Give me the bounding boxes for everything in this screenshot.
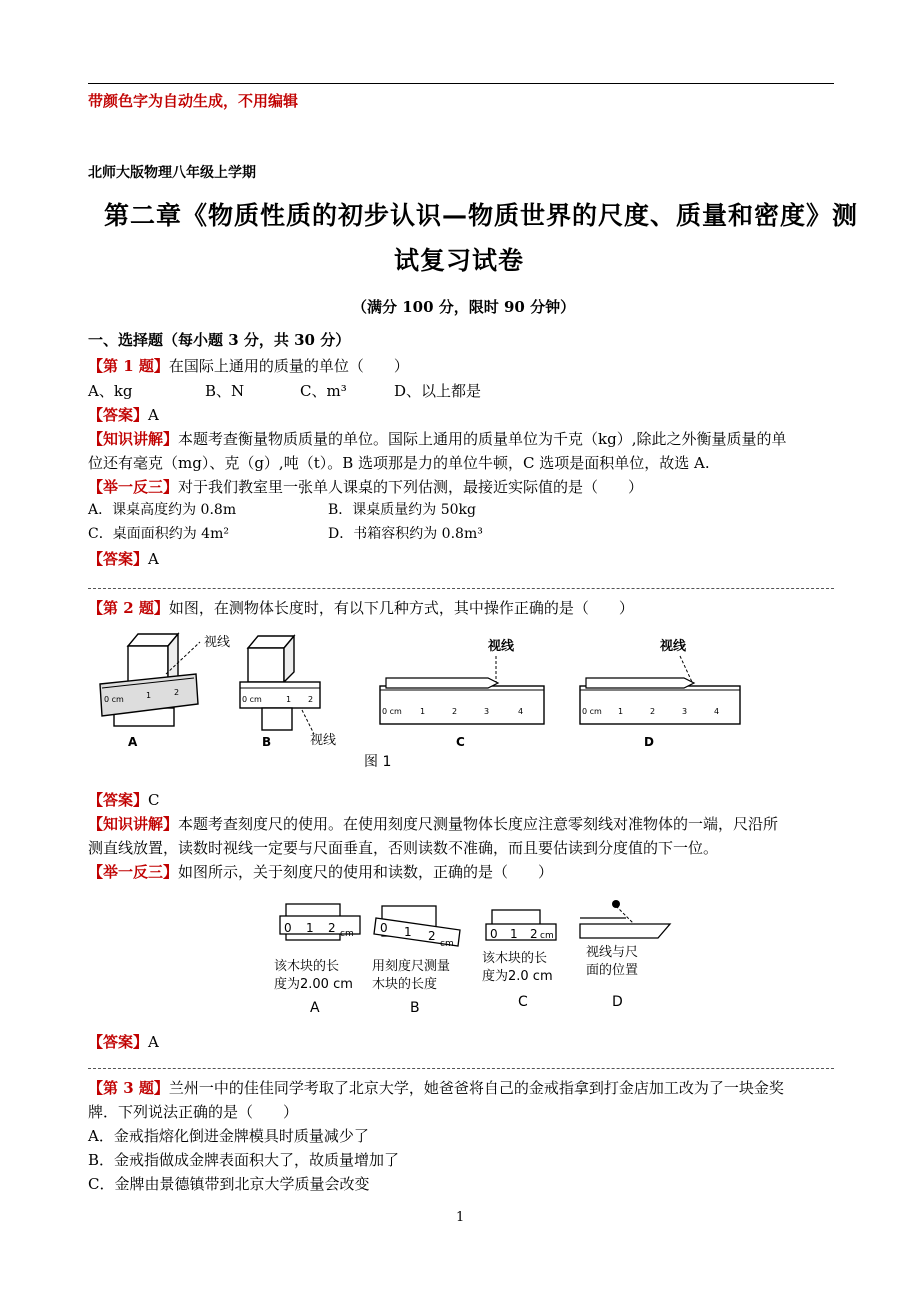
ruler-tick-1: 1	[286, 695, 292, 704]
option-label-d: D	[644, 735, 654, 749]
answer-value: C	[148, 791, 160, 809]
answer-label: 【答案】	[88, 406, 149, 424]
q1-extend-answer	[88, 547, 159, 571]
q1-extend-option-c: C．桌面面积约为 4m²	[88, 526, 229, 542]
extend-label: 【举一反三】	[88, 863, 179, 881]
scale-2: 2	[428, 929, 436, 943]
ruler-zero-label: 0 cm	[582, 707, 602, 716]
q1-extend-option-b: B．课桌质量约为 50kg	[328, 502, 476, 518]
scale-1: 1	[510, 927, 518, 941]
q1-option-c: C、m³	[300, 382, 347, 400]
figure-option-b	[240, 636, 336, 749]
sight-label: 视线	[488, 639, 515, 654]
knowledge-label: 【知识讲解】	[88, 430, 179, 448]
caption-b-line2: 木块的长度	[372, 977, 438, 992]
ruler-tick-3: 3	[682, 707, 688, 716]
scale-2: 2	[328, 921, 336, 935]
q2-extend	[88, 860, 553, 884]
q1-option-d: D、以上都是	[394, 382, 482, 400]
q3-option-b: B．金戒指做成金牌表面积大了，故质量增加了	[88, 1151, 400, 1169]
ruler-zero-label: 0 cm	[104, 695, 124, 704]
q1-knowledge-line2: 位还有毫克（mg）、克（g）,吨（t）。B 选项那是力的单位牛顿，C 选项是面积单位，故选 A.	[88, 454, 710, 472]
answer-value: A	[148, 550, 159, 568]
scale-cm: cm	[540, 931, 554, 941]
question-3-line2: 牌．下列说法正确的是（ ）	[88, 1103, 299, 1121]
caption-d-line1: 视线与尺	[586, 945, 639, 960]
question-3-line1	[88, 1076, 784, 1100]
question-label: 【第 1 题】	[88, 357, 169, 375]
figure2-option-d	[580, 900, 670, 1010]
q1-extend-option-a: A．课桌高度约为 0.8m	[88, 502, 237, 518]
answer-label: 【答案】	[88, 550, 149, 568]
series-label: 北师大版物理八年级上学期	[88, 165, 256, 181]
extend-label: 【举一反三】	[88, 478, 179, 496]
scale-cm: cm	[440, 939, 454, 949]
caption-c-line1: 该木块的长	[482, 951, 548, 966]
separator	[88, 1068, 834, 1069]
caption-a-line2: 度为2.00 cm	[274, 977, 353, 992]
exam-subtitle: （满分 100 分，限时 90 分钟）	[352, 298, 576, 316]
option-label-b: B	[262, 735, 272, 749]
figure-caption: 图 1	[364, 754, 392, 770]
answer-label: 【答案】	[88, 1033, 149, 1051]
page-number: 1	[456, 1210, 465, 1225]
q1-option-a: A、kg	[88, 382, 133, 400]
question-label: 【第 2 题】	[88, 599, 169, 617]
option-label-d: D	[612, 994, 623, 1010]
scale-0: 0	[490, 927, 498, 941]
ruler-tick-1: 1	[146, 691, 152, 700]
ruler-tick-4: 4	[714, 707, 720, 716]
q1-answer	[88, 403, 159, 427]
ruler-tick-1: 1	[618, 707, 624, 716]
figure-option-d	[580, 638, 740, 749]
eye-icon	[612, 900, 620, 908]
q3-option-c: C．金牌由景德镇带到北京大学质量会改变	[88, 1175, 370, 1193]
ruler-tick-1: 1	[420, 707, 426, 716]
q1-extend-option-d: D．书箱容积约为 0.8m³	[328, 526, 483, 542]
ruler-tick-3: 3	[484, 707, 490, 716]
section-heading: 一、选择题（每小题 3 分，共 30 分）	[88, 331, 351, 349]
knowledge-text: 本题考查刻度尺的使用。在使用刻度尺测量物体长度应注意零刻线对准物体的一端，尺沿所	[178, 815, 779, 833]
caption-b-line1: 用刻度尺测量	[372, 959, 451, 974]
option-label-a: A	[310, 1000, 320, 1016]
figure2-option-b	[372, 906, 460, 1016]
page-title-line1: 第二章《物质性质的初步认识—物质世界的尺度、质量和密度》测	[104, 201, 859, 230]
answer-value: A	[148, 1033, 159, 1051]
separator	[88, 588, 834, 589]
q1-knowledge-line1	[88, 427, 786, 451]
question-text: 在国际上通用的质量的单位（ ）	[168, 357, 409, 375]
header-rule	[88, 83, 834, 84]
figure2-option-c	[482, 910, 556, 1010]
page-title-line2: 试复习试卷	[394, 246, 525, 275]
option-label-c: C	[456, 735, 465, 749]
knowledge-text: 本题考查衡量物质质量的单位。国际上通用的质量单位为千克（kg）,除此之外衡量质量的单	[178, 430, 787, 448]
option-label-c: C	[518, 994, 528, 1010]
ruler-tick-2: 2	[308, 695, 314, 704]
figure2-option-a	[274, 904, 360, 1016]
ruler-zero-label: 0 cm	[242, 695, 262, 704]
option-label-b: B	[410, 1000, 420, 1016]
q2-knowledge-line1	[88, 812, 778, 836]
caption-c-line2: 度为2.0 cm	[482, 969, 553, 984]
scale-0: 0	[284, 921, 292, 935]
question-text: 如图，在测物体长度时，有以下几种方式，其中操作正确的是（ ）	[168, 599, 634, 617]
question-text: 兰州一中的佳佳同学考取了北京大学，她爸爸将自己的金戒指拿到打金店加工改为了一块金奖	[168, 1079, 784, 1097]
scale-cm: cm	[340, 929, 354, 939]
q3-option-a: A．金戒指熔化倒进金牌模具时质量减少了	[88, 1127, 369, 1145]
sight-label: 视线	[204, 635, 231, 650]
option-label-a: A	[128, 735, 138, 749]
ruler-figure-1	[88, 626, 768, 772]
question-2	[88, 596, 634, 620]
scale-1: 1	[404, 925, 412, 939]
sight-label: 视线	[660, 639, 687, 654]
caption-d-line2: 面的位置	[586, 963, 639, 978]
q2-extend-answer	[88, 1030, 159, 1054]
caption-a-line1: 该木块的长	[274, 959, 340, 974]
ruler-tick-4: 4	[518, 707, 524, 716]
scale-1: 1	[306, 921, 314, 935]
q1-option-b: B、N	[205, 382, 245, 400]
ruler-tick-2: 2	[174, 688, 180, 697]
figure-option-c	[380, 638, 544, 749]
knowledge-label: 【知识讲解】	[88, 815, 179, 833]
question-1	[88, 354, 409, 378]
extend-text: 对于我们教室里一张单人课桌的下列估测，最接近实际值的是（ ）	[178, 478, 644, 496]
ruler-figure-2	[270, 894, 690, 1018]
auto-generated-notice: 带颜色字为自动生成，不用编辑	[88, 92, 299, 110]
answer-label: 【答案】	[88, 791, 149, 809]
ruler-zero-label: 0 cm	[382, 707, 402, 716]
ruler-tick-2: 2	[452, 707, 458, 716]
sight-label: 视线	[310, 733, 337, 748]
figure-option-a	[100, 634, 230, 749]
ruler-tick-2: 2	[650, 707, 656, 716]
answer-value: A	[148, 406, 159, 424]
scale-2: 2	[530, 927, 538, 941]
q1-extend	[88, 475, 643, 499]
q2-answer	[88, 788, 160, 812]
question-label: 【第 3 题】	[88, 1079, 169, 1097]
scale-0: 0	[380, 921, 388, 935]
q2-knowledge-line2: 测直线放置，读数时视线一定要与尺面垂直，否则读数不准确，而且要估读到分度值的下一位。	[88, 839, 719, 857]
extend-text: 如图所示，关于刻度尺的使用和读数，正确的是（ ）	[178, 863, 554, 881]
